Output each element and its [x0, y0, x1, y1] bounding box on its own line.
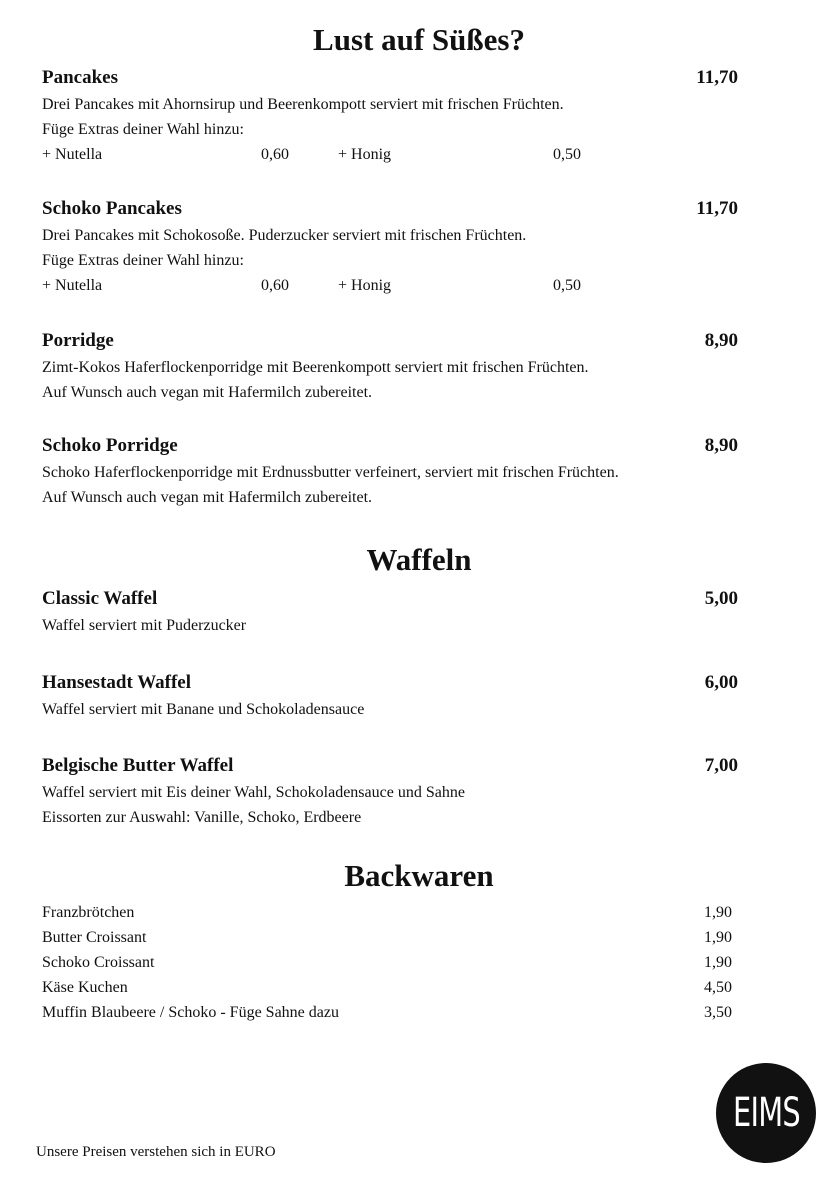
currency-note: Unsere Preisen verstehen sich in EURO [36, 1144, 276, 1160]
extra-name: + Honig [338, 146, 392, 163]
item-description [42, 460, 738, 510]
list-item [42, 925, 732, 950]
item-price: 3,50 [704, 1004, 732, 1021]
item-price: 8,90 [704, 435, 738, 456]
description-line: Drei Pancakes mit Ahornsirup und Beerenkompott serviert mit frischen Früchten. [42, 96, 564, 113]
description-line: Auf Wunsch auch vegan mit Hafermilch zubereitet. [42, 489, 373, 506]
item-price: 7,00 [704, 755, 738, 776]
section-title-waffeln: Waffeln [366, 542, 472, 577]
item-name: Pancakes [42, 67, 118, 88]
section-title-suesses: Lust auf Süßes? [313, 22, 525, 57]
item-description [42, 780, 738, 830]
list-item [42, 975, 732, 1000]
item-price: 8,90 [704, 330, 738, 351]
item-name: Schoko Croissant [42, 954, 155, 971]
menu-item-pancakes [42, 66, 738, 167]
menu-item-schoko-pancakes [42, 197, 738, 298]
extra-price: 0,50 [553, 146, 581, 163]
item-name: Käse Kuchen [42, 979, 128, 996]
section-title-backwaren: Backwaren [344, 858, 494, 893]
item-price: 1,90 [704, 904, 732, 921]
list-item [42, 900, 732, 925]
extra-price: 0,50 [553, 277, 581, 294]
extra-name: + Nutella [42, 277, 103, 294]
extras-row [42, 273, 738, 298]
item-price: 5,00 [704, 588, 738, 609]
description-line: Waffel serviert mit Puderzucker [42, 617, 247, 634]
item-price: 1,90 [704, 929, 732, 946]
menu-item-belgische-butter-waffel [42, 754, 738, 830]
item-name: Hansestadt Waffel [42, 672, 192, 693]
extras-row [42, 142, 738, 167]
item-name: Porridge [42, 330, 114, 351]
item-price: 6,00 [704, 672, 738, 693]
item-name: Muffin Blaubeere / Schoko - Füge Sahne dazu [42, 1004, 339, 1021]
item-name: Franzbrötchen [42, 904, 135, 921]
item-name: Butter Croissant [42, 929, 147, 946]
description-line: Drei Pancakes mit Schokosoße. Puderzucker serviert mit frischen Früchten. [42, 227, 527, 244]
item-name: Schoko Porridge [42, 435, 178, 456]
item-description [42, 355, 738, 405]
description-line: Zimt-Kokos Haferflockenporridge mit Beerenkompott serviert mit frischen Früchten. [42, 359, 589, 376]
extra-price: 0,60 [261, 277, 289, 294]
description-line: Auf Wunsch auch vegan mit Hafermilch zubereitet. [42, 384, 373, 401]
item-name: Schoko Pancakes [42, 198, 182, 219]
extra-name: + Honig [338, 277, 392, 294]
list-item [42, 1000, 732, 1025]
description-line: Waffel serviert mit Eis deiner Wahl, Schokoladensauce und Sahne [42, 784, 465, 801]
menu-item-hansestadt-waffel [42, 671, 738, 722]
item-description [42, 223, 738, 298]
description-line: Füge Extras deiner Wahl hinzu: [42, 252, 244, 269]
item-description [42, 613, 738, 638]
description-line: Eissorten zur Auswahl: Vanille, Schoko, Erdbeere [42, 809, 362, 826]
item-name: Belgische Butter Waffel [42, 755, 234, 776]
menu-item-classic-waffel [42, 587, 738, 638]
description-line: Schoko Haferflockenporridge mit Erdnussbutter verfeinert, serviert mit frischen Früchten. [42, 464, 619, 481]
item-price: 4,50 [704, 979, 732, 996]
description-line: Waffel serviert mit Banane und Schokoladensauce [42, 701, 365, 718]
description-line: Füge Extras deiner Wahl hinzu: [42, 121, 244, 138]
menu-item-schoko-porridge [42, 434, 738, 510]
extra-price: 0,60 [261, 146, 289, 163]
item-name: Classic Waffel [42, 588, 158, 609]
list-item [42, 950, 732, 975]
menu-item-porridge [42, 329, 738, 405]
item-price: 1,90 [704, 954, 732, 971]
bakery-list [42, 900, 732, 1025]
eims-logo [716, 1063, 816, 1163]
extra-name: + Nutella [42, 146, 103, 163]
logo-text: EIMS [732, 1090, 800, 1136]
item-price: 11,70 [696, 67, 738, 88]
item-description [42, 92, 738, 167]
item-description [42, 697, 738, 722]
item-price: 11,70 [696, 198, 738, 219]
